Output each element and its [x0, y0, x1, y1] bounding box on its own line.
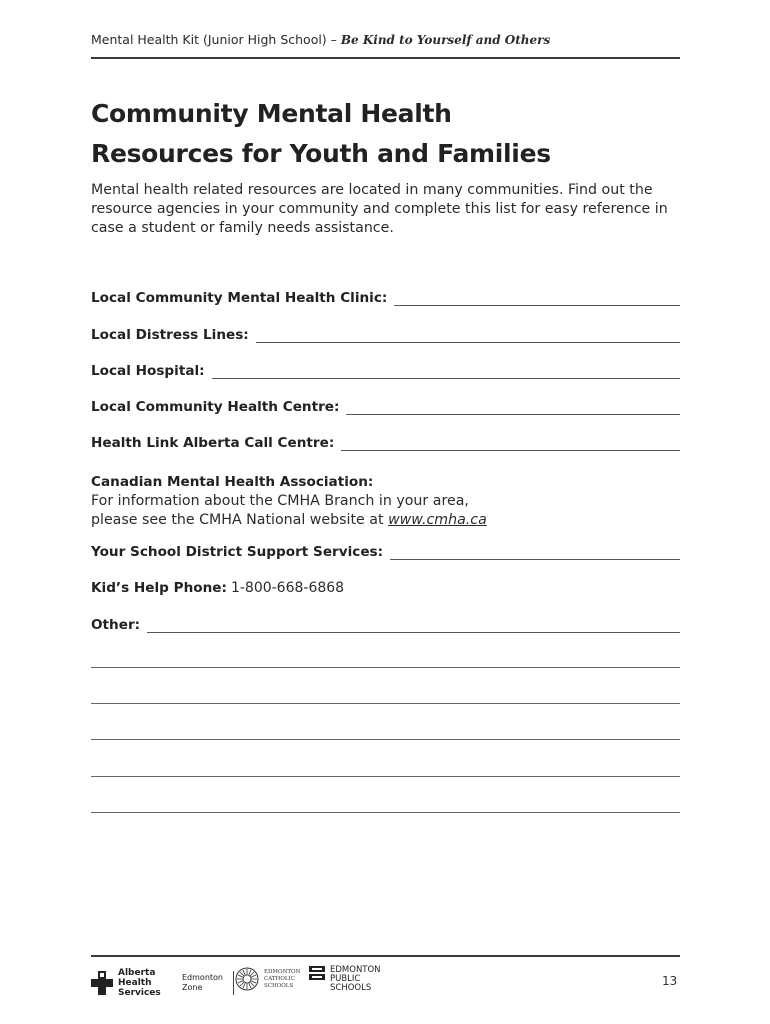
field-health-link-line[interactable] — [341, 437, 680, 451]
field-district — [91, 544, 680, 560]
eps-emblem-icon — [309, 966, 325, 980]
field-hospital-label: Local Hospital: — [91, 363, 205, 379]
cmha-link[interactable]: www.cmha.ca — [388, 512, 487, 528]
field-health-centre — [91, 399, 680, 415]
title-line-1: Community Mental Health — [91, 99, 452, 128]
ahs-name: Alberta Health Services — [118, 968, 161, 998]
blank-line[interactable] — [91, 739, 680, 740]
intro-paragraph: Mental health related resources are located in many communities. Find out the resource agencies in your community and complete this list for easy reference in case a student or family needs assistance. — [91, 182, 668, 236]
field-health-link — [91, 435, 680, 451]
cmha-block — [91, 473, 680, 530]
blank-line[interactable] — [91, 703, 680, 704]
cmha-line-2 — [91, 511, 680, 530]
field-district-label: Your School District Support Services: — [91, 544, 384, 560]
field-clinic — [91, 290, 680, 306]
alberta-health-services-logo — [91, 968, 234, 998]
kit-tagline: Be Kind to Yourself and Others — [340, 33, 551, 47]
field-health-link-label: Health Link Alberta Call Centre: — [91, 435, 335, 451]
field-district-line[interactable] — [390, 546, 680, 560]
footer-rule — [91, 955, 680, 957]
header-rule — [91, 57, 680, 59]
field-health-centre-line[interactable] — [346, 401, 680, 415]
field-hospital-line[interactable] — [212, 365, 680, 379]
blank-line[interactable] — [91, 667, 680, 668]
cmha-label: Canadian Mental Health Association: — [91, 474, 374, 490]
ecs-sunburst-icon — [235, 967, 259, 991]
field-kids-help — [91, 580, 680, 596]
field-clinic-line[interactable] — [394, 292, 680, 306]
ahs-zone: Edmonton Zone — [182, 973, 223, 992]
field-distress — [91, 327, 680, 343]
edmonton-catholic-schools-logo — [235, 967, 304, 991]
kit-title: Mental Health Kit (Junior High School) – — [91, 32, 341, 47]
blank-line[interactable] — [91, 812, 680, 813]
field-health-centre-label: Local Community Health Centre: — [91, 399, 340, 415]
page-number: 13 — [662, 974, 678, 988]
field-distress-line[interactable] — [256, 329, 680, 343]
field-kids-help-label: Kid’s Help Phone: — [91, 580, 227, 596]
field-hospital — [91, 363, 680, 379]
ahs-cross-icon — [91, 971, 113, 995]
cmha-line-2-text: please see the CMHA National website at — [91, 512, 389, 528]
cmha-line-1: For information about the CMHA Branch in your area, — [91, 493, 469, 509]
ecs-name: EDMONTON CATHOLIC SCHOOLS — [264, 968, 301, 989]
field-other-label: Other: — [91, 617, 141, 633]
blank-line[interactable] — [91, 776, 680, 777]
field-kids-help-number: 1-800-668-6868 — [230, 580, 345, 596]
edmonton-public-schools-logo — [309, 966, 382, 993]
logo-divider — [233, 971, 234, 995]
field-clinic-label: Local Community Mental Health Clinic: — [91, 290, 388, 306]
field-other — [91, 617, 680, 633]
field-distress-label: Local Distress Lines: — [91, 327, 249, 343]
eps-name: EDMONTON PUBLIC SCHOOLS — [330, 965, 381, 993]
running-header — [91, 32, 681, 47]
page-title — [91, 94, 551, 174]
title-line-2: Resources for Youth and Families — [91, 139, 551, 168]
field-other-line[interactable] — [147, 619, 680, 633]
